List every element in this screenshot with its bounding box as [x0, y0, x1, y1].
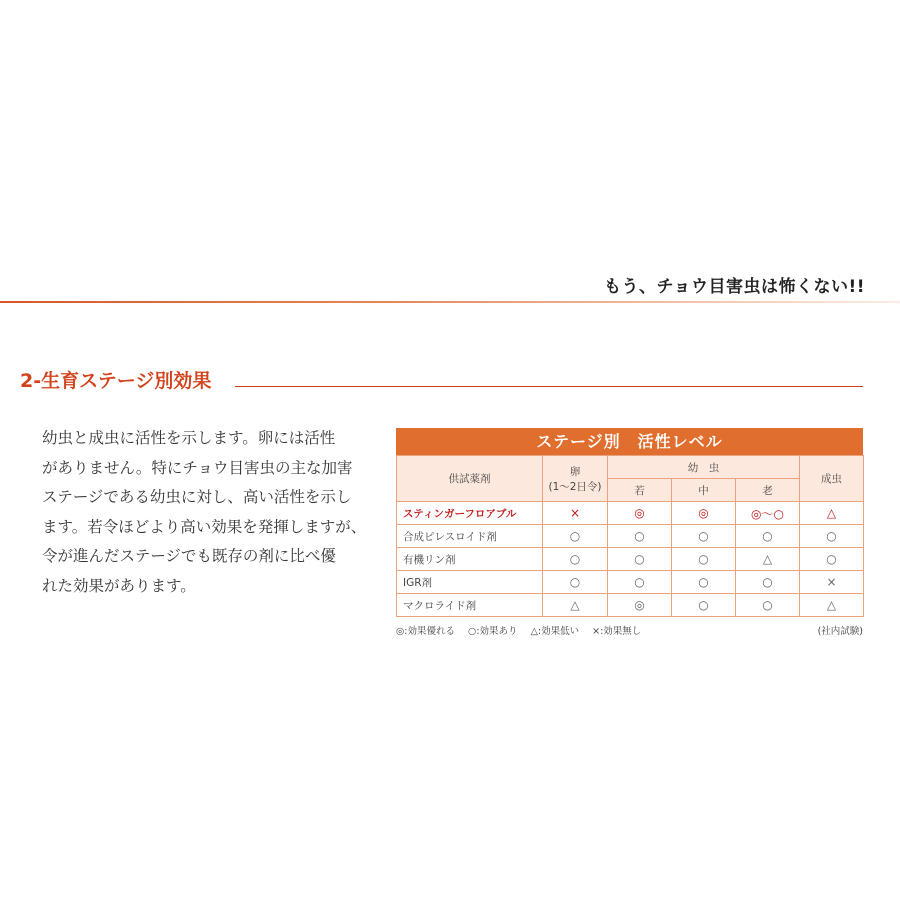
- cell-young: ◎: [608, 502, 672, 525]
- cell-old: △: [736, 548, 800, 571]
- effect-table-block: [396, 428, 863, 637]
- cell-old: ○: [736, 594, 800, 617]
- cell-adult: ○: [800, 525, 864, 548]
- legend-item: ○:効果あり: [468, 626, 518, 637]
- description-line: がありません。特にチョウ目害虫の主な加害: [42, 458, 353, 477]
- agent-name: 有機リン剤: [397, 548, 543, 571]
- description-line: れた効果があります。: [42, 576, 196, 595]
- section-divider: [235, 386, 863, 387]
- cell-young: ◎: [608, 594, 672, 617]
- header-larva: 幼 虫: [608, 456, 800, 479]
- cell-mid: ◎: [672, 502, 736, 525]
- table-legend: [396, 623, 863, 637]
- description-line: 幼虫と成虫に活性を示します。卵には活性: [42, 429, 336, 447]
- cell-mid: ○: [672, 548, 736, 571]
- description-line: ステージである幼虫に対し、高い活性を示し: [42, 488, 352, 506]
- agent-name: スティンガーフロアブル: [397, 502, 543, 525]
- cell-mid: ○: [672, 525, 736, 548]
- cell-adult: ○: [800, 548, 864, 571]
- cell-egg: ○: [543, 548, 608, 571]
- header-larva-old: 老: [736, 479, 800, 502]
- header-adult: 成虫: [800, 456, 864, 502]
- table-row: [397, 571, 864, 594]
- table-row: [397, 548, 864, 571]
- agent-name: マクロライド剤: [397, 594, 543, 617]
- cell-egg: ×: [543, 502, 608, 525]
- cell-young: ○: [608, 571, 672, 594]
- table-row: [397, 594, 864, 617]
- table-note: (社内試験): [817, 626, 863, 637]
- header-egg: [543, 456, 608, 502]
- section-title: 2-生育ステージ別効果: [20, 370, 212, 392]
- cell-egg: △: [543, 594, 608, 617]
- legend-item: ◎:効果優れる: [396, 626, 455, 637]
- cell-mid: ○: [672, 594, 736, 617]
- cell-old: ◎〜○: [736, 502, 800, 525]
- description-line: ます。若令ほどより高い効果を発揮しますが、: [42, 517, 367, 536]
- agent-name: IGR剤: [397, 571, 543, 594]
- cell-old: ○: [736, 571, 800, 594]
- cell-adult: △: [800, 502, 864, 525]
- description-text: [42, 424, 387, 601]
- header-larva-mid: 中: [672, 479, 736, 502]
- legend-item: △:効果低い: [530, 626, 580, 637]
- cell-old: ○: [736, 525, 800, 548]
- table-row: [397, 502, 864, 525]
- cell-mid: ○: [672, 571, 736, 594]
- tagline: もう、チョウ目害虫は怖くない!!: [604, 277, 865, 297]
- cell-young: ○: [608, 525, 672, 548]
- agent-name: 合成ピレスロイド剤: [397, 525, 543, 548]
- cell-young: ○: [608, 548, 672, 571]
- table-row: [397, 525, 864, 548]
- cell-egg: ○: [543, 571, 608, 594]
- effect-table: [396, 455, 864, 617]
- top-divider: [0, 301, 900, 303]
- header-agent: 供試薬剤: [397, 456, 543, 502]
- header-egg-sub: (1〜2日令): [548, 480, 602, 493]
- cell-adult: ×: [800, 571, 864, 594]
- legend-item: ×:効果無し: [592, 626, 642, 637]
- cell-adult: △: [800, 594, 864, 617]
- header-larva-young: 若: [608, 479, 672, 502]
- table-title: ステージ別 活性レベル: [396, 428, 863, 455]
- description-line: 令が進んだステージでも既存の剤に比べ優: [42, 547, 336, 565]
- header-egg-label: 卵: [569, 465, 581, 478]
- cell-egg: ○: [543, 525, 608, 548]
